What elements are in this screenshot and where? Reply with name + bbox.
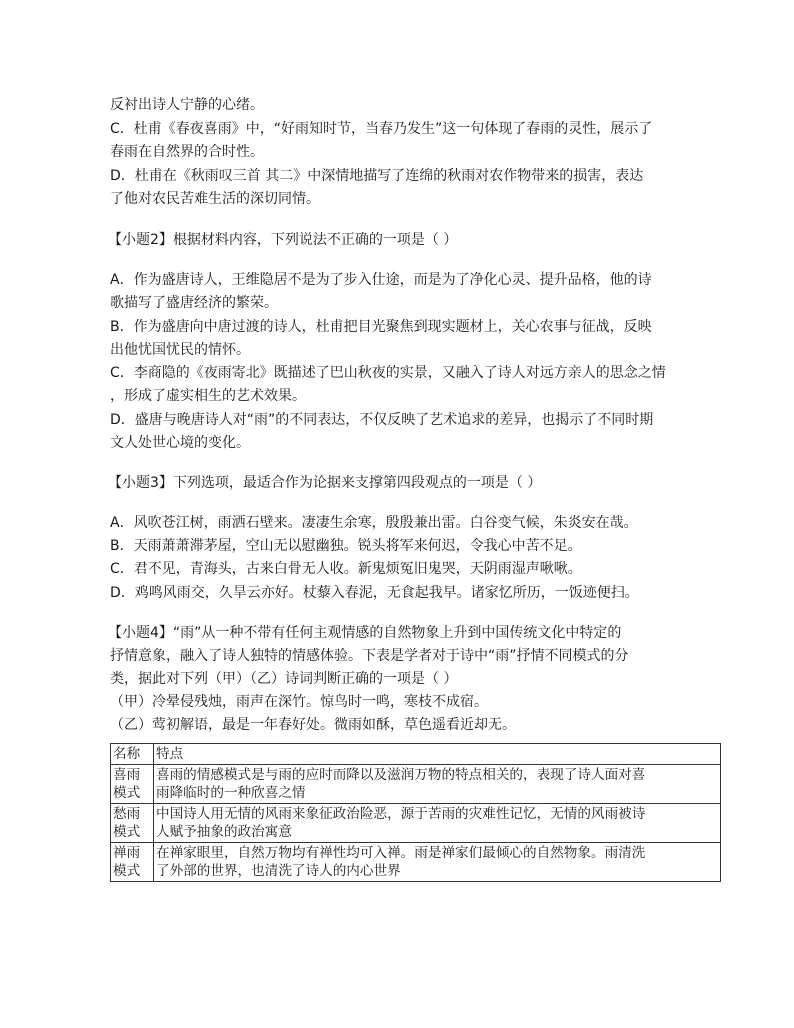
table-cell-desc [154,804,721,843]
table-cell-name [111,804,154,843]
q2-option-c: C．李商隐的《夜雨寄北》既描述了巴山秋夜的实景，又融入了诗人对远方亲人的思念之情 [110,365,666,381]
table-row [111,765,721,804]
table-header-cell: 名称 [111,744,154,765]
cell-line: 模式 [113,785,141,801]
table-header-row [111,744,721,765]
cell-line: 模式 [113,863,141,879]
text-line: 歌描写了盛唐经济的繁荣。 [110,295,278,311]
table-cell-desc [154,843,721,882]
cell-line: 愁雨 [113,806,141,822]
question-2-stem: 【小题2】根据材料内容，下列说法不正确的一项是（ ） [108,232,458,248]
rain-mode-table [110,743,721,882]
table-cell-desc [154,765,721,804]
cell-line: 喜雨 [113,767,141,783]
rain-mode-table-wrapper [110,743,721,882]
table-cell-name [111,765,154,804]
cell-line: 禅雨 [113,845,141,861]
cell-line: 雨降临时的一种欣喜之情 [156,785,306,801]
text-line: 了他对农民苦难生活的深切同情。 [110,191,320,207]
text-line: 出他忧国忧民的情怀。 [110,342,250,358]
q2-option-a: A．作为盛唐诗人，王维隐居不是为了步入仕途，而是为了净化心灵、提升品格，他的诗 [110,272,652,288]
poem-jia: （甲）冷晕侵残烛，雨声在深竹。惊鸟时一鸣，寒枝不成宿。 [110,694,488,710]
table-header-cell: 特点 [154,744,721,765]
cell-line: 在禅家眼里，自然万物均有禅性均可入禅。雨是禅家们最倾心的自然物象。雨清洗 [156,845,646,861]
table-row [111,804,721,843]
text-line: 抒情意象，融入了诗人独特的情感体验。下表是学者对于诗中“雨”抒情不同模式的分 [110,648,629,664]
q3-option-b: B．天雨萧萧滞茅屋，空山无以慰幽独。锐头将军来何迟，令我心中苦不足。 [110,538,582,554]
text-line: 文人处世心境的变化。 [110,435,250,451]
cell-line: 人赋予抽象的政治寓意 [156,824,292,840]
q2-option-b: B．作为盛唐向中唐过渡的诗人，杜甫把目光聚焦到现实题材上，关心农事与征战，反映 [110,319,652,335]
cell-line: 了外部的世界，也清洗了诗人的内心世界 [156,863,401,879]
cell-line: 模式 [113,824,141,840]
cell-line: 中国诗人用无情的风雨来象征政治险恶，源于苦雨的灾难性记忆，无情的风雨被诗 [156,806,646,822]
table-row [111,843,721,882]
q3-option-a: A．风吹苍江树，雨洒石壁来。凄凄生余寒，殷殷兼出雷。白谷变气候，朱炎安在哉。 [110,515,638,531]
option-d-line: D．杜甫在《秋雨叹三首 其二》中深情地描写了连绵的秋雨对农作物带来的损害，表达 [110,168,644,184]
text-line: 春雨在自然界的合时性。 [110,144,264,160]
question-4-stem: 【小题4】“雨”从一种不带有任何主观情感的自然物象上升到中国传统文化中特定的 [108,625,622,641]
option-c-line: C．杜甫《春夜喜雨》中，“好雨知时节，当春乃发生”这一句体现了春雨的灵性，展示了 [110,121,653,137]
q2-option-d: D．盛唐与晚唐诗人对“雨”的不同表达，不仅反映了艺术追求的差异，也揭示了不同时期 [110,412,654,428]
text-line: ，形成了虚实相生的艺术效果。 [110,388,306,404]
cell-line: 喜雨的情感模式是与雨的应时而降以及滋润万物的特点相关的，表现了诗人面对喜 [156,767,646,783]
poem-yi: （乙）莺初解语，最是一年春好处。微雨如酥，草色遥看近却无。 [110,717,516,733]
table-cell-name [111,843,154,882]
question-3-stem: 【小题3】下列选项，最适合作为论据来支撑第四段观点的一项是（ ） [108,475,542,491]
q3-option-d: D．鸡鸣风雨交，久旱云亦好。杖藜入春泥，无食起我早。诸家忆所历，一饭迹便扫。 [110,585,639,601]
q3-option-c: C．君不见，青海头，古来白骨无人收。新鬼烦冤旧鬼哭，天阴雨湿声啾啾。 [110,561,582,577]
text-line: 类，据此对下列（甲）（乙）诗词判断正确的一项是（ ） [110,671,458,687]
text-line: 反衬出诗人宁静的心绪。 [110,97,264,113]
